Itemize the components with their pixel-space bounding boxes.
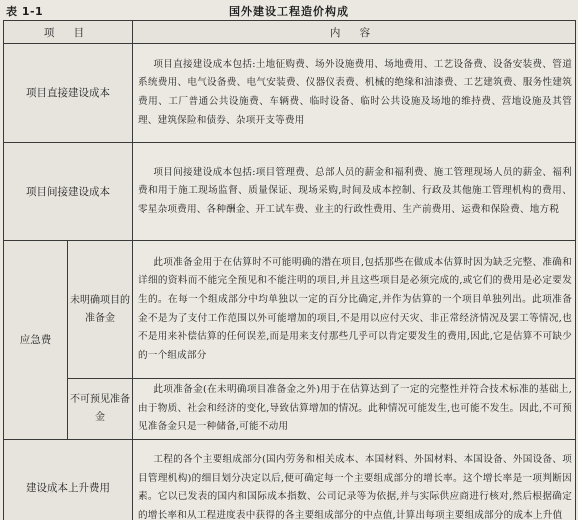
- header-item: 项 目: [4, 21, 133, 44]
- content-escalation: 工程的各个主要组成部分(国内劳务和相关成本、本国材料、外国材料、本国设备、外国设备、项目管理机构)的细目划分决定以后,便可确定每一个主要组成部分的增长率。这个增长率是一项判断因素。它以已发表的国内和国际成本指数、公司记录等为依据,并与实际供应商进行核对,然后根据确定的增长率和从工程进度表中获得的各主要组成部分的中点值,计算出每项主要组成部分的成本上升值: [133, 439, 576, 520]
- cost-composition-table: [3, 20, 576, 520]
- content-direct-cost: 项目直接建设成本包括:土地征购费、场外设施费用、场地费用、工艺设备费、设备安装费、管道系统费用、电气设备费、电气安装费、仪器仪表费、机械的绝缘和油漆费、工艺建筑费、服务性建筑费用、工厂普通公共设施费、车辆费、临时设备、临时公共设施及场地的维持费、营地设施及其管理、建筑保险和债券、杂项开支等费用: [133, 44, 576, 143]
- content-unforeseen-reserve: 此项准备金(在未明确项目准备金之外)用于在估算达到了一定的完整性并符合技术标准的基础上,由于物质、社会和经济的变化,导致估算增加的情况。此种情况可能发生,也可能不发生。因此,不可预见准备金只是一种储备,可能不动用: [133, 379, 576, 440]
- subitem-unspecified-reserve: 未明确项目的准备金: [68, 241, 133, 379]
- table-row: [4, 143, 576, 241]
- table-title: 国外建设工程造价构成: [229, 5, 349, 18]
- table-number: 表 1-1: [6, 5, 44, 18]
- item-direct-cost: 项目直接建设成本: [4, 44, 133, 143]
- table-caption: [0, 0, 578, 22]
- table-header-row: [4, 21, 576, 44]
- content-indirect-cost: 项目间接建设成本包括:项目管理费、总部人员的薪金和福利费、施工管理现场人员的薪金、福利费和用于施工现场监督、质量保证、现场采购,时间及成本控制、行政及其他施工管理机构的费用、零星杂项费用、各种酬金、开工试车费、业主的行政性费用、生产前费用、运费和保险费、地方税: [133, 143, 576, 241]
- header-content: 内 容: [133, 21, 576, 44]
- item-contingency: 应急费: [4, 241, 68, 440]
- content-unspecified-reserve: 此项准备金用于在估算时不可能明确的潜在项目,包括那些在做成本估算时因为缺乏完整、准确和详细的资料而不能完全预见和不能注明的项目,并且这些项目是必须完成的,或它们的费用是必定要发生的。在每一个组成部分中均单独以一定的百分比确定,并作为估算的一个项目单独列出。此项准备金不是为了支付工作范围以外可能增加的项目,不是用以应付天灾、非正常经济情况及罢工等情况,也不是用来补偿估算的任何误差,而是用来支付那些几乎可以肯定要发生的费用,因此,它是估算不可缺少的一个组成部分: [133, 241, 576, 379]
- table-row: [4, 44, 576, 143]
- item-escalation: 建设成本上升费用: [4, 439, 133, 520]
- item-indirect-cost: 项目间接建设成本: [4, 143, 133, 241]
- subitem-unforeseen-reserve: 不可预见准备金: [68, 379, 133, 440]
- table-row: [4, 379, 576, 440]
- table-row: [4, 241, 576, 379]
- table-row: [4, 439, 576, 520]
